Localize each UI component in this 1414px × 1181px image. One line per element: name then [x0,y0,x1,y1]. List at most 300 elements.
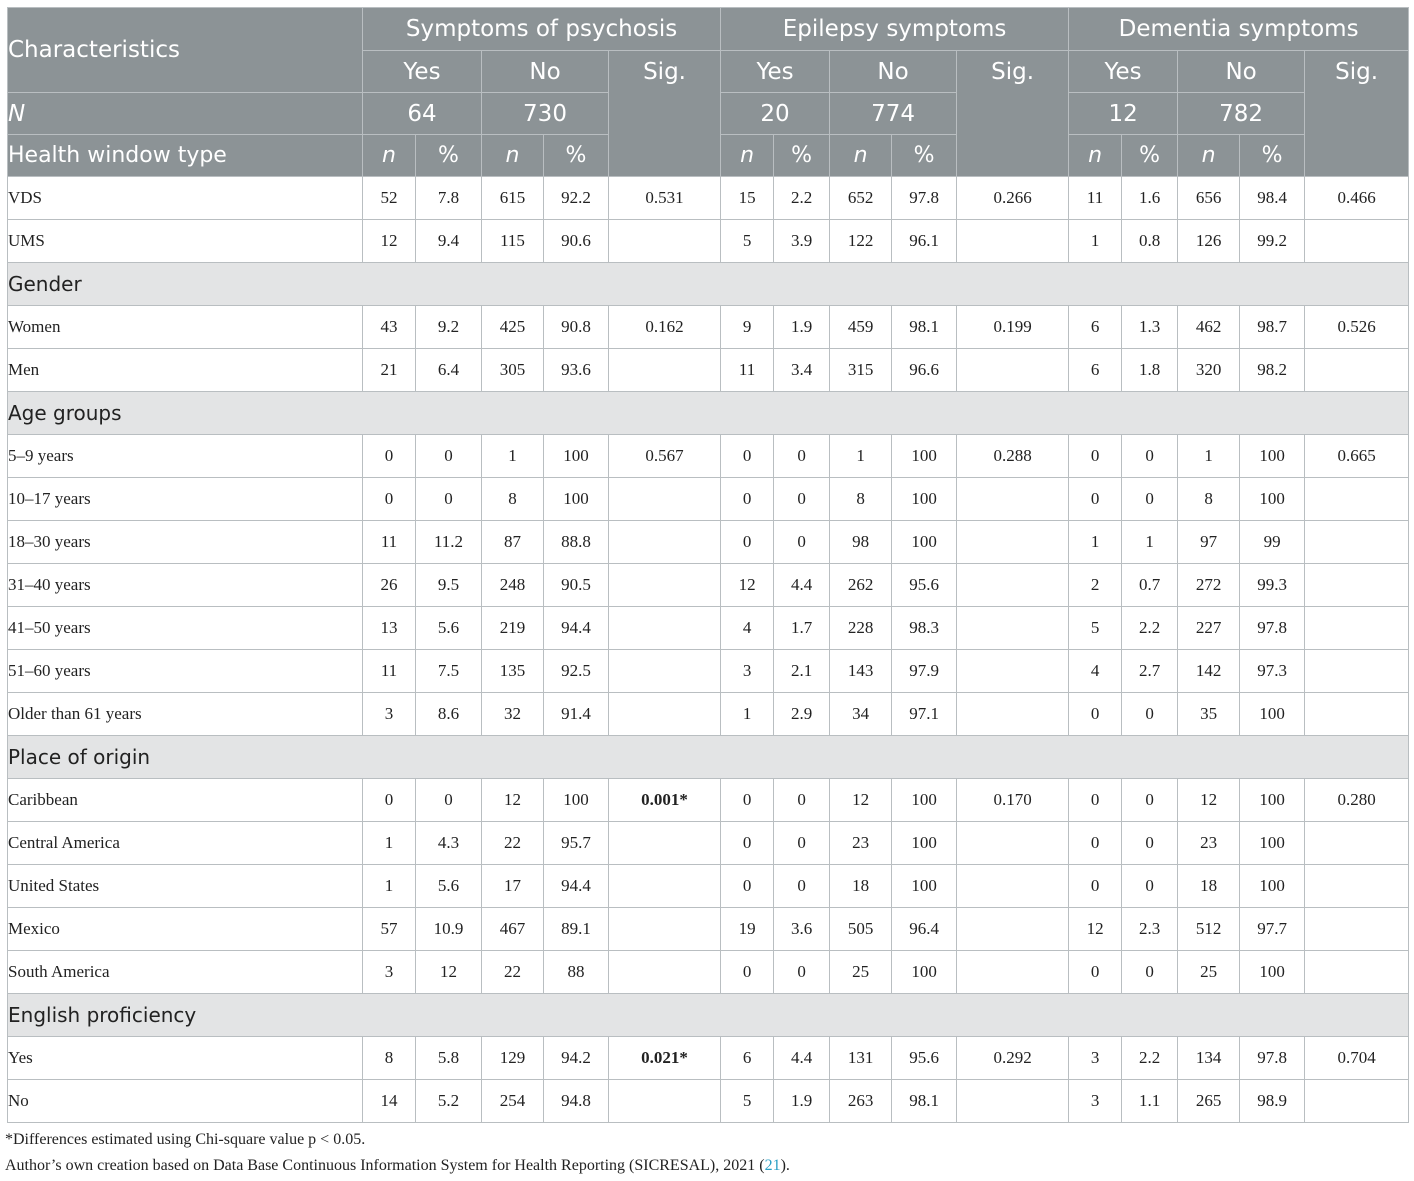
header-n: n [1069,135,1122,177]
table-cell: 98.2 [1240,349,1305,392]
table-cell: 23 [1178,822,1240,865]
table-cell: 115 [482,220,544,263]
table-cell: 35 [1178,693,1240,736]
row-label: 18–30 years [8,521,363,564]
table-cell: 12 [1069,908,1122,951]
table-cell: 5.2 [416,1080,482,1123]
row-label: 10–17 years [8,478,363,521]
sig-cell: 0.665 [1305,435,1409,478]
header-group-psychosis: Symptoms of psychosis [363,8,721,51]
table-cell: 32 [482,693,544,736]
table-cell: 18 [830,865,892,908]
table-row [8,521,1409,564]
table-row [8,908,1409,951]
row-label: Yes [8,1037,363,1080]
header-n: n [830,135,892,177]
table-cell: 100 [1240,951,1305,994]
table-cell: 0.7 [1122,564,1178,607]
table-cell: 94.8 [544,1080,609,1123]
table-cell: 97 [1178,521,1240,564]
header-dementia-sig: Sig. [1305,51,1409,177]
section-row [8,392,1409,435]
sig-cell [957,908,1069,951]
table-row [8,1080,1409,1123]
table-cell: 9.5 [416,564,482,607]
sig-cell [1305,865,1409,908]
header-pct: % [544,135,609,177]
table-cell: 8 [830,478,892,521]
sig-cell [609,650,721,693]
sig-cell [609,564,721,607]
table-cell: 3 [363,951,416,994]
table-cell: 1 [1069,521,1122,564]
sig-cell [957,478,1069,521]
sig-cell [1305,220,1409,263]
table-cell: 135 [482,650,544,693]
table-cell: 22 [482,822,544,865]
table-cell: 95.6 [892,1037,957,1080]
table-cell: 467 [482,908,544,951]
table-cell: 97.8 [892,177,957,220]
table-cell: 3 [1069,1080,1122,1123]
table-body [8,177,1409,1123]
table-cell: 92.5 [544,650,609,693]
table-cell: 94.2 [544,1037,609,1080]
table-cell: 143 [830,650,892,693]
row-label: United States [8,865,363,908]
sig-cell: 0.567 [609,435,721,478]
header-pct: % [416,135,482,177]
table-cell: 22 [482,951,544,994]
footnote-source-text: Author’s own creation based on Data Base Continuous Information System for Health Reporting (SICRESAL), 2021 ( [5,1157,765,1174]
table-cell: 25 [1178,951,1240,994]
table-cell: 0 [1122,865,1178,908]
table-cell: 7.5 [416,650,482,693]
sig-cell: 0.170 [957,779,1069,822]
header-group-epilepsy: Epilepsy symptoms [721,8,1069,51]
table-cell: 6 [721,1037,774,1080]
table-cell: 0 [774,951,830,994]
table-cell: 2.1 [774,650,830,693]
table-cell: 0 [774,865,830,908]
table-cell: 99.3 [1240,564,1305,607]
table-cell: 0 [1069,822,1122,865]
header-dementia-yes: Yes [1069,51,1178,93]
table-cell: 100 [1240,822,1305,865]
table-cell: 0 [721,521,774,564]
table-cell: 0 [774,521,830,564]
sig-cell: 0.531 [609,177,721,220]
sig-cell [1305,478,1409,521]
table-cell: 122 [830,220,892,263]
sig-cell [609,220,721,263]
table-cell: 0 [1122,779,1178,822]
table-cell: 0 [363,478,416,521]
table-cell: 6 [1069,349,1122,392]
header-n: n [1178,135,1240,177]
table-cell: 100 [892,521,957,564]
header-health-window-type: Health window type [8,135,363,177]
table-cell: 17 [482,865,544,908]
table-cell: 652 [830,177,892,220]
table-cell: 219 [482,607,544,650]
table-cell: 0 [416,478,482,521]
table-cell: 11 [721,349,774,392]
table-cell: 8 [1178,478,1240,521]
table-cell: 90.8 [544,306,609,349]
table-cell: 88 [544,951,609,994]
sig-cell [609,521,721,564]
table-cell: 12 [721,564,774,607]
table-cell: 512 [1178,908,1240,951]
sig-cell [957,349,1069,392]
table-cell: 1 [482,435,544,478]
section-row [8,736,1409,779]
table-cell: 6 [1069,306,1122,349]
table-cell: 265 [1178,1080,1240,1123]
table-cell: 126 [1178,220,1240,263]
table-cell: 4.4 [774,564,830,607]
table-header [8,8,1409,177]
sig-cell [1305,521,1409,564]
reference-link[interactable]: 21 [764,1157,781,1174]
table-cell: 8 [482,478,544,521]
table-row [8,693,1409,736]
table-cell: 615 [482,177,544,220]
table-cell: 1 [363,865,416,908]
table-cell: 95.6 [892,564,957,607]
table-cell: 1.6 [1122,177,1178,220]
footnote-source [5,1157,790,1175]
row-label: No [8,1080,363,1123]
table-cell: 100 [544,478,609,521]
table-cell: 98.1 [892,306,957,349]
header-n: n [721,135,774,177]
header-psychosis-yes-total: 64 [363,93,482,135]
table-cell: 131 [830,1037,892,1080]
table-cell: 254 [482,1080,544,1123]
table-cell: 0 [1122,951,1178,994]
table-cell: 305 [482,349,544,392]
table-cell: 34 [830,693,892,736]
header-pct: % [774,135,830,177]
table-row [8,607,1409,650]
table-cell: 12 [363,220,416,263]
table-cell: 315 [830,349,892,392]
header-pct: % [1122,135,1178,177]
header-epilepsy-sig: Sig. [957,51,1069,177]
table-cell: 97.7 [1240,908,1305,951]
table-cell: 320 [1178,349,1240,392]
table-cell: 4.4 [774,1037,830,1080]
row-label: 41–50 years [8,607,363,650]
row-label: 31–40 years [8,564,363,607]
table-cell: 0 [721,822,774,865]
table-cell: 100 [1240,478,1305,521]
sig-cell [957,220,1069,263]
table-cell: 92.2 [544,177,609,220]
table-cell: 21 [363,349,416,392]
table-cell: 13 [363,607,416,650]
table-cell: 4.3 [416,822,482,865]
sig-cell [1305,693,1409,736]
table-cell: 100 [544,435,609,478]
sig-cell [609,908,721,951]
table-cell: 100 [1240,693,1305,736]
table-row [8,779,1409,822]
table-cell: 142 [1178,650,1240,693]
table-cell: 2.2 [1122,1037,1178,1080]
table-cell: 97.8 [1240,1037,1305,1080]
header-dementia-no: No [1178,51,1305,93]
table-cell: 1 [363,822,416,865]
table-cell: 9 [721,306,774,349]
sig-cell: 0.021* [609,1037,721,1080]
table-cell: 8.6 [416,693,482,736]
table-cell: 134 [1178,1037,1240,1080]
table-cell: 2.3 [1122,908,1178,951]
sig-cell [1305,349,1409,392]
table-cell: 2 [1069,564,1122,607]
section-label: English proficiency [8,994,1409,1037]
section-row [8,994,1409,1037]
table-cell: 0 [721,779,774,822]
table-cell: 5.8 [416,1037,482,1080]
table-cell: 0 [1122,478,1178,521]
sig-cell: 0.162 [609,306,721,349]
table-cell: 99.2 [1240,220,1305,263]
header-characteristics: Characteristics [8,8,363,93]
table-cell: 0 [774,478,830,521]
table-cell: 3.6 [774,908,830,951]
table-cell: 1 [1069,220,1122,263]
table-cell: 0 [1069,478,1122,521]
footnote-significance: *Differences estimated using Chi-square value p < 0.05. [5,1131,366,1148]
table-cell: 9.4 [416,220,482,263]
sig-cell: 0.288 [957,435,1069,478]
sig-cell: 0.266 [957,177,1069,220]
header-n: n [482,135,544,177]
row-label: Women [8,306,363,349]
table-cell: 15 [721,177,774,220]
header-psychosis-no: No [482,51,609,93]
table-row [8,306,1409,349]
sig-cell [1305,908,1409,951]
table-cell: 248 [482,564,544,607]
table-cell: 1 [1178,435,1240,478]
table-cell: 10.9 [416,908,482,951]
table-cell: 5.6 [416,607,482,650]
table-cell: 43 [363,306,416,349]
table-cell: 57 [363,908,416,951]
table-cell: 100 [892,478,957,521]
section-label: Gender [8,263,1409,306]
table-cell: 98.1 [892,1080,957,1123]
sig-cell [1305,607,1409,650]
table-cell: 11.2 [416,521,482,564]
table-cell: 0 [1069,779,1122,822]
sig-cell: 0.280 [1305,779,1409,822]
table-cell: 2.2 [774,177,830,220]
sig-cell: 0.199 [957,306,1069,349]
table-cell: 505 [830,908,892,951]
sig-cell: 0.704 [1305,1037,1409,1080]
table-cell: 18 [1178,865,1240,908]
header-n: n [363,135,416,177]
table-cell: 87 [482,521,544,564]
table-row [8,822,1409,865]
table-cell: 100 [1240,865,1305,908]
section-label: Place of origin [8,736,1409,779]
table-row [8,564,1409,607]
table-cell: 1.9 [774,306,830,349]
row-label: Central America [8,822,363,865]
sig-cell [957,822,1069,865]
header-dementia-no-total: 782 [1178,93,1305,135]
table-cell: 1.1 [1122,1080,1178,1123]
table-cell: 0 [774,822,830,865]
header-epilepsy-no: No [830,51,957,93]
row-label: UMS [8,220,363,263]
sig-cell [609,693,721,736]
header-pct: % [892,135,957,177]
table-cell: 96.4 [892,908,957,951]
table-cell: 5.6 [416,865,482,908]
sig-cell [957,1080,1069,1123]
row-label: 51–60 years [8,650,363,693]
table-cell: 3 [363,693,416,736]
table-cell: 4 [721,607,774,650]
sig-cell [957,650,1069,693]
table-cell: 0 [416,435,482,478]
characteristics-table [7,7,1409,1123]
header-psychosis-sig: Sig. [609,51,721,177]
header-psychosis-no-total: 730 [482,93,609,135]
table-cell: 14 [363,1080,416,1123]
sig-cell [1305,822,1409,865]
table-cell: 1 [830,435,892,478]
table-row [8,865,1409,908]
sig-cell [609,822,721,865]
table-cell: 98.4 [1240,177,1305,220]
section-row [8,263,1409,306]
table-cell: 0 [1122,435,1178,478]
table-cell: 0 [1122,693,1178,736]
table-cell: 425 [482,306,544,349]
header-epilepsy-yes: Yes [721,51,830,93]
sig-cell [957,865,1069,908]
table-cell: 98.9 [1240,1080,1305,1123]
table-cell: 12 [830,779,892,822]
table-cell: 1.8 [1122,349,1178,392]
table-cell: 3.9 [774,220,830,263]
table-cell: 0 [774,435,830,478]
header-psychosis-yes: Yes [363,51,482,93]
table-cell: 459 [830,306,892,349]
table-cell: 11 [363,650,416,693]
table-cell: 97.8 [1240,607,1305,650]
table-cell: 1.9 [774,1080,830,1123]
header-pct: % [1240,135,1305,177]
table-cell: 0 [721,478,774,521]
table-cell: 4 [1069,650,1122,693]
table-cell: 1 [721,693,774,736]
table-cell: 262 [830,564,892,607]
table-cell: 6.4 [416,349,482,392]
table-cell: 0 [1069,951,1122,994]
table-cell: 129 [482,1037,544,1080]
table-cell: 100 [1240,779,1305,822]
table-cell: 100 [892,779,957,822]
table-cell: 91.4 [544,693,609,736]
header-dementia-yes-total: 12 [1069,93,1178,135]
table-cell: 90.5 [544,564,609,607]
header-n-label: N [8,93,363,135]
sig-cell [1305,1080,1409,1123]
table-cell: 25 [830,951,892,994]
table-cell: 5 [721,1080,774,1123]
sig-cell [957,693,1069,736]
sig-cell: 0.526 [1305,306,1409,349]
table-cell: 100 [1240,435,1305,478]
table-cell: 0 [416,779,482,822]
row-label: Older than 61 years [8,693,363,736]
table-cell: 5 [721,220,774,263]
table-cell: 8 [363,1037,416,1080]
table-cell: 0.8 [1122,220,1178,263]
sig-cell [957,607,1069,650]
table-cell: 0 [1069,865,1122,908]
table-cell: 89.1 [544,908,609,951]
sig-cell: 0.292 [957,1037,1069,1080]
table-cell: 52 [363,177,416,220]
table-cell: 2.2 [1122,607,1178,650]
table-cell: 656 [1178,177,1240,220]
row-label: VDS [8,177,363,220]
table-cell: 0 [721,865,774,908]
table-cell: 97.3 [1240,650,1305,693]
table-row [8,1037,1409,1080]
section-label: Age groups [8,392,1409,435]
row-label: Mexico [8,908,363,951]
table-row [8,177,1409,220]
table-cell: 23 [830,822,892,865]
table-cell: 98 [830,521,892,564]
table-cell: 99 [1240,521,1305,564]
row-label: Caribbean [8,779,363,822]
table-cell: 3 [721,650,774,693]
table-cell: 0 [1069,435,1122,478]
table-cell: 2.9 [774,693,830,736]
sig-cell [609,865,721,908]
table-row [8,349,1409,392]
table-cell: 94.4 [544,607,609,650]
sig-cell [609,478,721,521]
table-cell: 97.9 [892,650,957,693]
sig-cell [957,951,1069,994]
table-cell: 0 [721,951,774,994]
table-cell: 100 [892,822,957,865]
sig-cell [957,564,1069,607]
header-group-dementia: Dementia symptoms [1069,8,1409,51]
table-cell: 1 [1122,521,1178,564]
table-cell: 100 [544,779,609,822]
table-cell: 0 [363,435,416,478]
table-cell: 0 [774,779,830,822]
table-cell: 100 [892,435,957,478]
sig-cell [957,521,1069,564]
sig-cell [609,607,721,650]
